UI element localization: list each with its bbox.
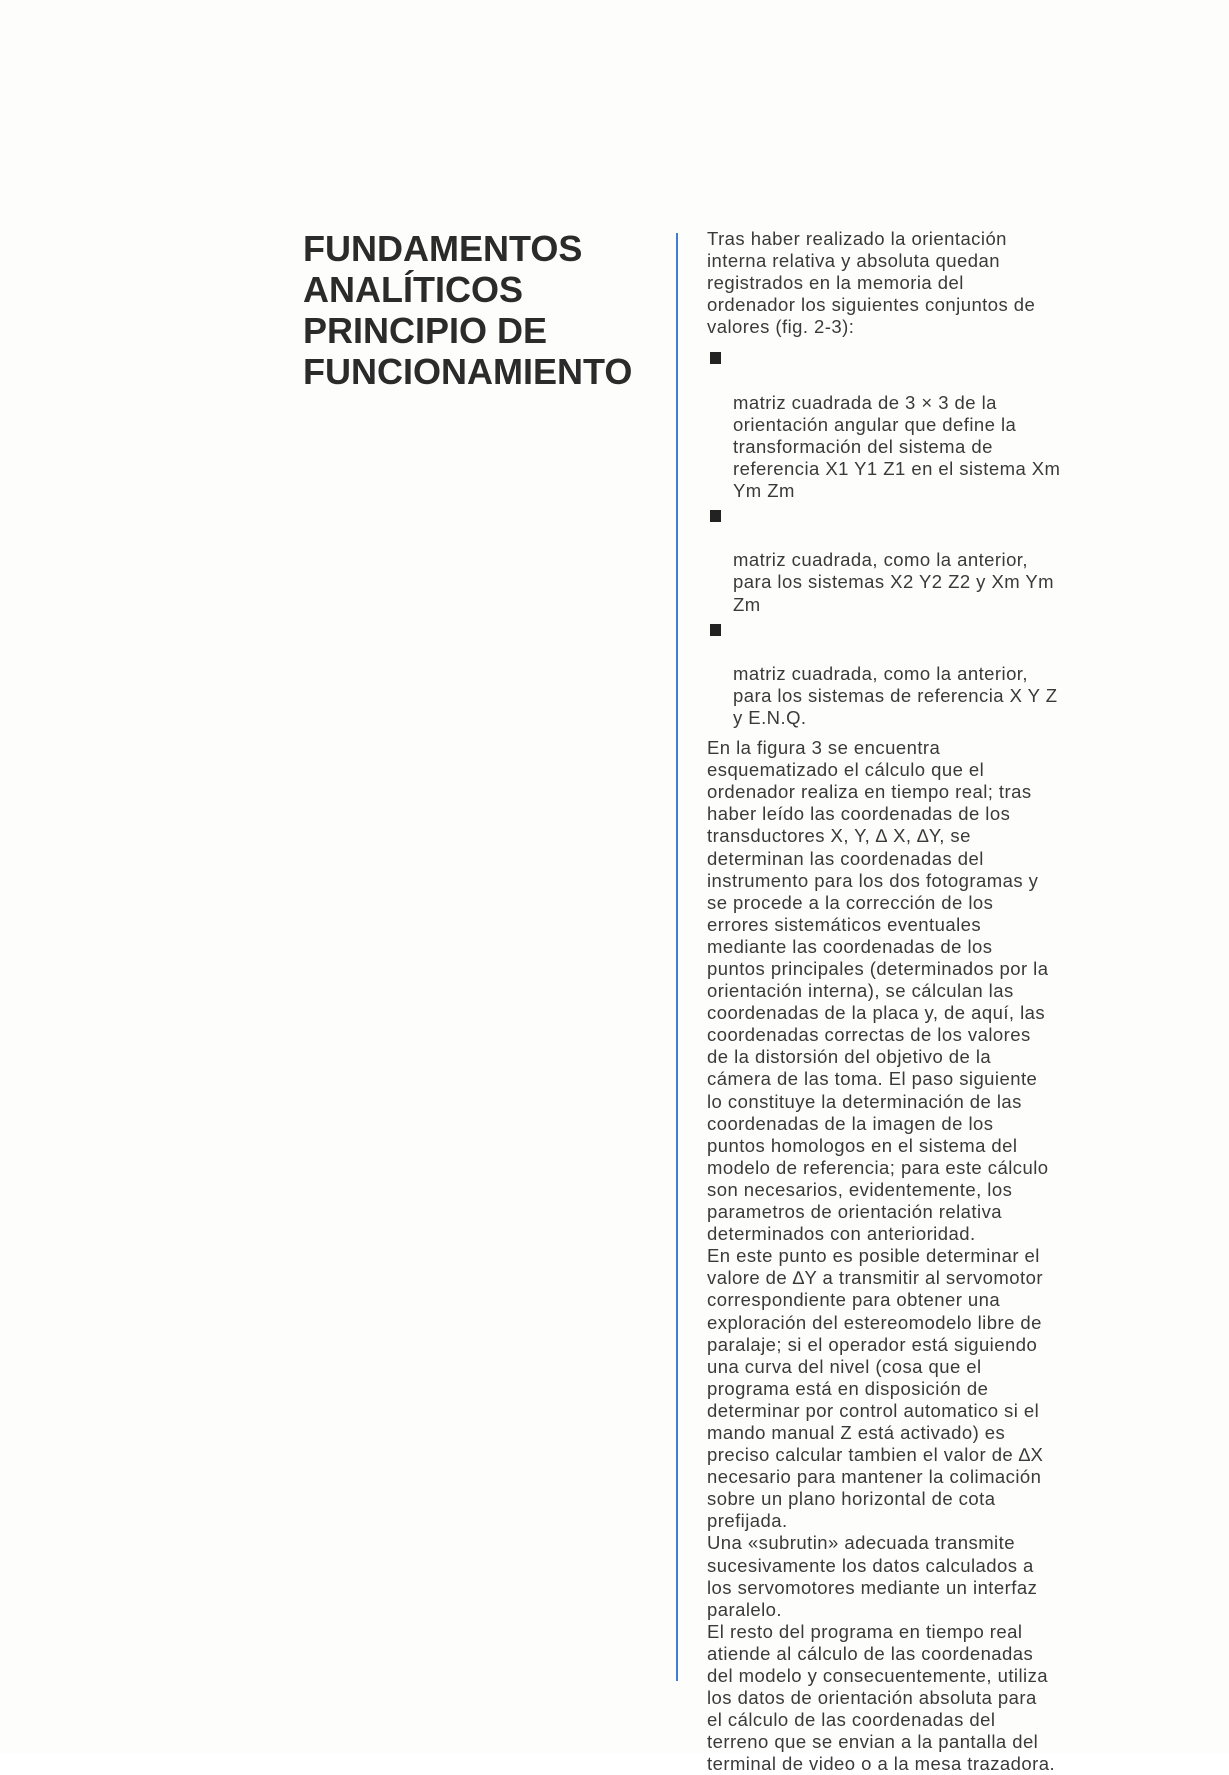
heading-line-2: ANALÍTICOS	[303, 269, 523, 310]
heading-line-3: PRINCIPIO DE	[303, 310, 548, 351]
paragraph-subrutin: Una «subrutin» adecuada transmite sucesivamente los datos calculados a los servomotores mediante un interfaz paralelo.	[707, 1532, 1038, 1620]
vertical-blue-rule	[676, 233, 678, 1681]
matrix-bullet-list	[707, 347, 1119, 729]
bullet-item-1	[707, 347, 1119, 502]
bullet-item-3	[707, 619, 1119, 729]
heading-line-1: FUNDAMENTOS	[303, 228, 583, 269]
paragraph-delta-y: En este punto es posible determinar el valore de ∆Y a transmitir al servomotor correspondiente para obtener una exploración del estereomodelo libre de paralaje; si el operador está siguiendo una curva del nivel (cosa que el programa está en disposición de determinar por control automatico si el mando manual Z está activado) es preciso calcular tambien el valor de ∆X necesario para mantener la colimación sobre un plano horizontal de cota prefijada.	[707, 1245, 1044, 1532]
section-heading	[303, 228, 632, 392]
bullet-text-3: matriz cuadrada, como la anterior, para los sistemas de referencia X Y Z y E.N.Q.	[733, 662, 1058, 728]
square-bullet-icon	[710, 352, 721, 364]
square-bullet-icon	[710, 624, 721, 636]
paragraph-real-time: El resto del programa en tiempo real atiende al cálculo de las coordenadas del modelo y consecuentemente, utiliza los datos de orientación absoluta para el cálculo de las coordenadas del terreno que se envian a la pantalla del terminal de video o a la mesa trazadora.	[707, 1620, 1056, 1775]
bullet-text-1: matriz cuadrada de 3 × 3 de la orientación angular que define la transformación del sistema de referencia X1 Y1 Z1 en el sistema Xm Ym Zm	[733, 391, 1061, 502]
heading-line-4: FUNCIONAMIENTO	[303, 351, 633, 392]
bullet-text-2: matriz cuadrada, como la anterior, para los sistemas X2 Y2 Z2 y Xm Ym Zm	[733, 549, 1055, 615]
paragraph-figure-3: En la figura 3 se encuentra esquematizado el cálculo que el ordenador realiza en tiempo real; tras haber leído las coordenadas de los transductores X, Y, ∆ X, ∆Y, se determinan las coordenadas del instrumento para los dos fotogramas y se procede a la corrección de los errores sistemáticos eventuales mediante las coordenadas de los puntos principales (determinados por la orientación interna), se cálculan las coordenadas de la placa y, de aquí, las coordenadas correctas de los valores de la distorsión del objetivo de la cámera de las toma. El paso siguiente lo constituye la determinación de las coordenadas de la imagen de los puntos homologos en el sistema del modelo de referencia; para este cálculo son necesarios, evidentemente, los parametros de orientación relativa determinados con anterioridad.	[707, 737, 1049, 1245]
bullet-item-2	[707, 505, 1119, 615]
intro-paragraph: Tras haber realizado la orientación interna relativa y absoluta quedan registrados en la memoria del ordenador los siguientes conjuntos de valores (fig. 2-3):	[707, 228, 1036, 338]
body-text-column	[707, 228, 1119, 1775]
square-bullet-icon	[710, 510, 721, 522]
